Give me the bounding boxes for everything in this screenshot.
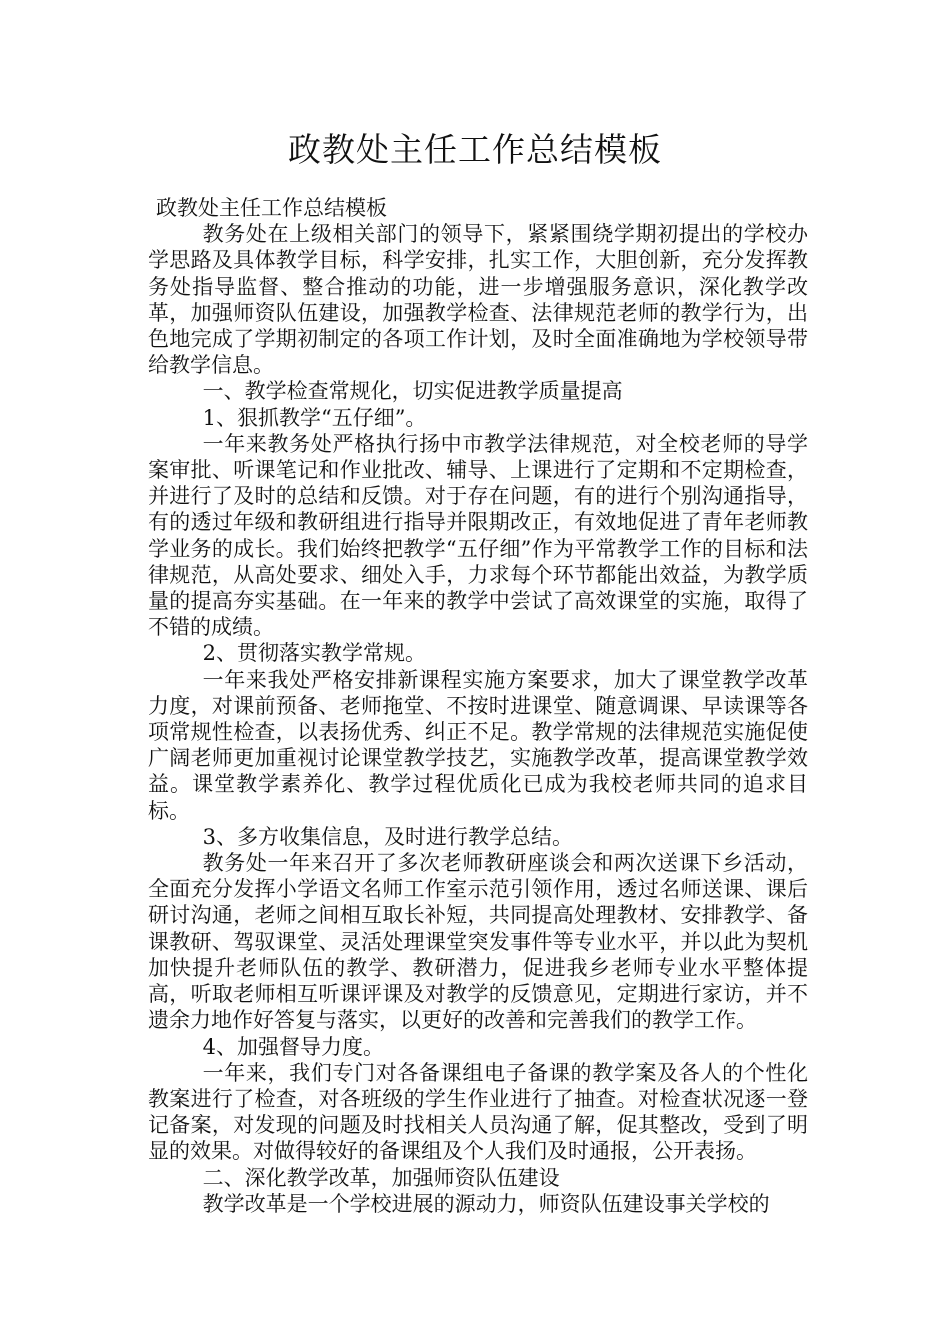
paragraph-1-4: 一年来，我们专门对各备课组电子备课的教学案及各人的个性化教案进行了检查，对各班级的学生作业进行了抽查。对检查状况逐一登记备案，对发现的问题及时找相关人员沟通了解，促其整改，受到了明显的效果。对做得较好的备课组及个人我们及时通报，公开表扬。 bbox=[148, 1060, 808, 1164]
paragraph-intro: 教务处在上级相关部门的领导下，紧紧围绕学期初提出的学校办学思路及具体教学目标，科学安排，扎实工作，大胆创新，充分发挥教务处指导监督、整合推动的功能，进一步增强服务意识，深化教学改革，加强师资队伍建设，加强教学检查、法律规范老师的教学行为，出色地完成了学期初制定的各项工作计划，及时全面准确地为学校领导带给教学信息。 bbox=[148, 222, 808, 378]
subheading-1-3: 3、多方收集信息，及时进行教学总结。 bbox=[202, 824, 573, 849]
section-heading-2: 二、深化教学改革，加强师资队伍建设 bbox=[202, 1165, 560, 1190]
paragraph-1-3: 教务处一年来召开了多次老师教研座谈会和两次送课下乡活动，全面充分发挥小学语文名师工作室示范引领作用，透过名师送课、课后研讨沟通，老师之间相互取长补短，共同提高处理教材、安排教学、备课教研、驾驭课堂、灵活处理课堂突发事件等专业水平，并以此为契机加快提升老师队伍的教学、教研潜力，促进我乡老师专业水平整体提高，听取老师相互听课评课及对教学的反馈意见，定期进行家访，并不遗余力地作好答复与落实，以更好的改善和完善我们的教学工作。 bbox=[148, 851, 808, 1033]
subheading-1-4: 4、加强督导力度。 bbox=[202, 1034, 384, 1059]
document-body bbox=[148, 195, 808, 1217]
subheading-1-1: 1、狠抓教学“五仔细”。 bbox=[202, 405, 427, 430]
paragraph-1-1: 一年来教务处严格执行扬中市教学法律规范，对全校老师的导学案审批、听课笔记和作业批改、辅导、上课进行了定期和不定期检查，并进行了及时的总结和反馈。对于存在问题，有的进行个别沟通指导，有的透过年级和教研组进行指导并限期改正，有效地促进了青年老师教学业务的成长。我们始终把教学“五仔细”作为平常教学工作的目标和法律规范，从高处要求、细处入手，力求每个环节都能出效益，为教学质量的提高夯实基础。在一年来的教学中尝试了高效课堂的实施，取得了不错的成绩。 bbox=[148, 431, 808, 640]
document-title: 政教处主任工作总结模板 bbox=[288, 130, 662, 169]
section-heading-1: 一、教学检查常规化，切实促进教学质量提高 bbox=[202, 379, 623, 404]
paragraph-2-start: 教学改革是一个学校进展的源动力，师资队伍建设事关学校的 bbox=[202, 1191, 770, 1216]
paragraph-1-2: 一年来我处严格安排新课程实施方案要求，加大了课堂教学改革力度，对课前预备、老师拖堂、不按时进课堂、随意调课、早读课等各项常规性检查，以表扬优秀、纠正不足。教学常规的法律规范实施促使广阔老师更加重视讨论课堂教学技艺，实施教学改革，提高课堂教学效益。课堂教学素养化、教学过程优质化已成为我校老师共同的追求目标。 bbox=[148, 667, 808, 823]
subheading-1-2: 2、贯彻落实教学常规。 bbox=[202, 641, 426, 666]
document-subtitle: 政教处主任工作总结模板 bbox=[156, 196, 387, 220]
